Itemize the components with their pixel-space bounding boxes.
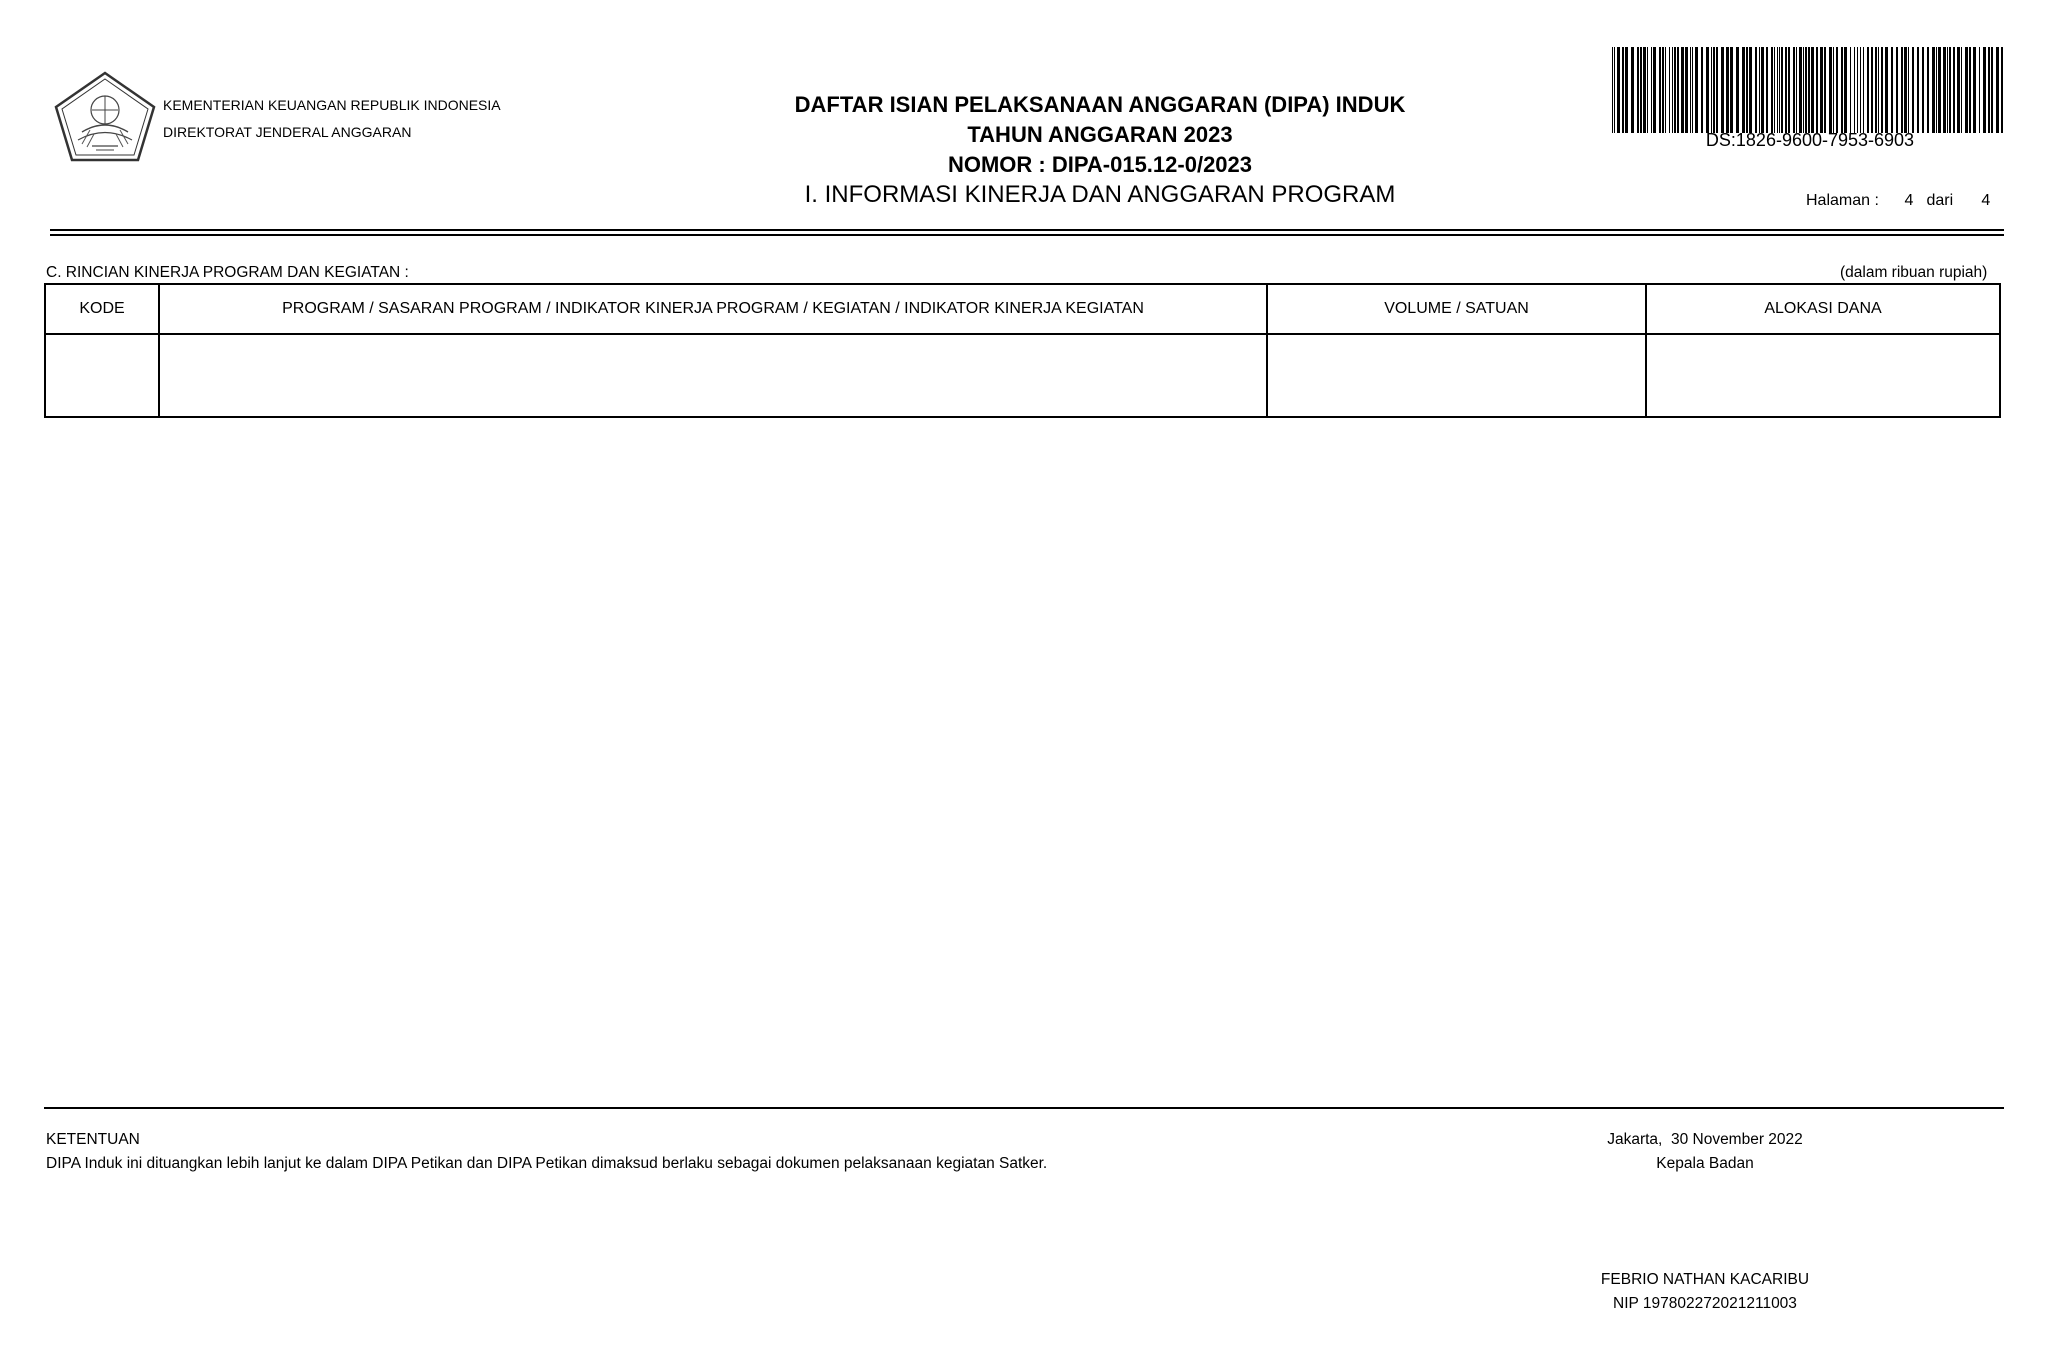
- signer-position: Kepala Badan: [1656, 1155, 1754, 1172]
- unit-label: (dalam ribuan rupiah): [1840, 264, 1988, 281]
- ministry-name: KEMENTERIAN KEUANGAN REPUBLIK INDONESIA: [163, 97, 501, 113]
- ketentuan-title: KETENTUAN: [46, 1131, 140, 1148]
- header-divider-secondary: [50, 234, 2004, 236]
- title-line-1: DAFTAR ISIAN PELAKSANAAN ANGGARAN (DIPA) INDUK: [794, 92, 1406, 117]
- barcode-code: DS:1826-9600-7953-6903: [1705, 130, 1915, 150]
- page-label: Halaman :: [1806, 192, 1879, 209]
- cell-volume: [1267, 334, 1646, 417]
- col-header-kode: KODE: [45, 284, 159, 334]
- ketentuan-text: DIPA Induk ini dituangkan lebih lanjut ke dalam DIPA Petikan dan DIPA Petikan dimaksud berlaku sebagai dokumen pelaksanaan kegiatan Satker.: [46, 1155, 1048, 1172]
- barcode-icon: [1612, 47, 2008, 133]
- section-title: I. INFORMASI KINERJA DAN ANGGARAN PROGRAM: [804, 181, 1396, 208]
- table-header-row: [45, 284, 2000, 334]
- page-indicator: [1806, 192, 1990, 210]
- page-total: 4: [1981, 192, 1991, 209]
- place-date: Jakarta, 30 November 2022: [1607, 1131, 1803, 1148]
- header-divider: [50, 229, 2004, 231]
- signer-nip: NIP 197802272021211003: [1613, 1295, 1797, 1312]
- ministry-emblem-icon: [52, 70, 158, 166]
- cell-alokasi: [1646, 334, 2000, 417]
- col-header-volume: VOLUME / SATUAN: [1267, 284, 1646, 334]
- signoff-block: [1560, 1128, 1850, 1176]
- col-header-alokasi: ALOKASI DANA: [1646, 284, 2000, 334]
- col-header-program: PROGRAM / SASARAN PROGRAM / INDIKATOR KINERJA PROGRAM / KEGIATAN / INDIKATOR KINERJA KEGIATAN: [159, 284, 1267, 334]
- signer-name: FEBRIO NATHAN KACARIBU: [1600, 1271, 1810, 1288]
- signer-block: [1560, 1268, 1850, 1316]
- document-title: [620, 90, 1580, 211]
- ketentuan-block: [46, 1128, 1047, 1176]
- cell-kode: [45, 334, 159, 417]
- page-of: dari: [1926, 192, 1954, 209]
- cell-program: [159, 334, 1267, 417]
- ministry-header: [163, 92, 501, 146]
- performance-table: [44, 283, 2001, 418]
- directorate-name: DIREKTORAT JENDERAL ANGGARAN: [163, 124, 412, 140]
- footer-divider: [44, 1107, 2004, 1109]
- section-label: C. RINCIAN KINERJA PROGRAM DAN KEGIATAN :: [46, 264, 409, 281]
- title-line-2: TAHUN ANGGARAN 2023: [967, 122, 1233, 147]
- page-current: 4: [1904, 192, 1914, 209]
- title-line-3: NOMOR : DIPA-015.12-0/2023: [947, 152, 1253, 177]
- table-row: [45, 334, 2000, 417]
